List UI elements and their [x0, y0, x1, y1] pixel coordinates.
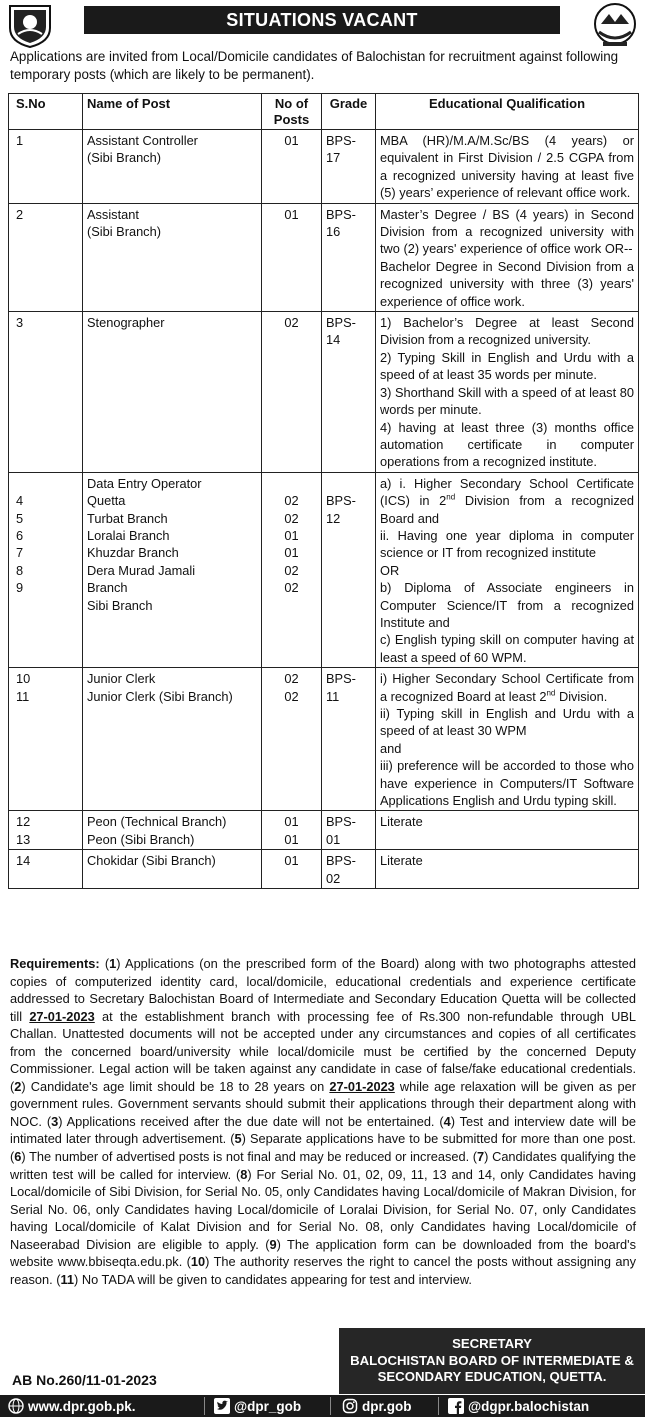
table-header-row: [9, 94, 639, 130]
qualification-cell-line: Master’s Degree / BS (4 years) in Second Division from a recognized university with two (2) years' experience of office work OR--: [380, 206, 638, 257]
sno-cell-line: 13: [16, 831, 31, 847]
no-of-posts-cell-line: 01: [284, 853, 299, 869]
table-row: [9, 811, 639, 850]
requirement-6: The number of advertised posts is not final and may be reduced or increased.: [29, 1149, 470, 1165]
grade-cell-line: BPS-: [326, 671, 356, 687]
qualification-cell-line: i) Higher Secondary School Certificate from a recognized Board at least 2nd Division.: [380, 671, 638, 704]
no-of-posts-cell: [262, 312, 322, 473]
post-name-cell-line: Chokidar (Sibi Branch): [87, 853, 216, 869]
column-header-no-of-posts: No of Posts: [262, 94, 322, 130]
sno-cell-line: 12: [16, 814, 31, 830]
grade-cell-line: 17: [326, 150, 341, 166]
grade-cell: [322, 130, 376, 204]
grade-cell: [322, 850, 376, 889]
board-name-line-1: BALOCHISTAN BOARD OF INTERMEDIATE &: [350, 1352, 634, 1368]
sno-cell-line: 7: [16, 545, 24, 561]
no-of-posts-cell-line: 02: [284, 688, 299, 704]
no-of-posts-cell: [262, 668, 322, 811]
sno-cell-line: 8: [16, 562, 24, 578]
no-of-posts-cell-line: 02: [284, 580, 299, 596]
posts-table: [8, 93, 639, 889]
post-name-cell-line: Loralai Branch: [87, 527, 170, 543]
no-of-posts-cell-line: [266, 475, 317, 492]
post-name-cell: [83, 472, 262, 667]
qualification-cell-line: and: [380, 740, 402, 756]
post-name-cell-line: Assistant Controller: [87, 133, 198, 148]
grade-cell-line: 01: [326, 831, 341, 847]
grade-cell-line: 02: [326, 870, 341, 886]
no-of-posts-cell-line: 01: [284, 133, 299, 148]
grade-cell-line: BPS-: [326, 133, 356, 148]
sno-cell-line: 3: [16, 315, 24, 331]
grade-cell-line: 16: [326, 224, 341, 240]
qualification-cell-line: ii. Having one year diploma in computer science or IT from recognized institute: [380, 527, 638, 561]
requirement-8: For Serial No. 01, 02, 09, 11, 13 and 14, only Candidates having Local/domicile of Sibi Division, for Serial No. 05, only Candidates having Local/domicile of Makran Division, for Serial No. 06, only Candidates having Local/domicile of Loralai Division, for Serial No. 07, only Candidates having Local/domicile of Kalat Division and for Serial No. 08, only Candidates having Local/domicile of Naseerabad Division are eligible to apply.: [10, 1166, 636, 1252]
grade-cell-line: 12: [326, 510, 341, 526]
no-of-posts-cell-line: 02: [284, 671, 299, 687]
qualification-cell: [376, 203, 639, 311]
page-title: SITUATIONS VACANT: [84, 6, 560, 34]
qualification-cell-line: ii) Typing skill in English and Urdu with a speed of at least 30 WPM: [380, 706, 638, 739]
qualification-cell-line: Bachelor Degree in Second Division from a recognized university with three (3) years' experience of office work.: [380, 258, 638, 309]
secretary-signature-block: [339, 1328, 645, 1394]
requirement-9: The application form can be downloaded from the board's website www.bbiseqta.edu.pk.: [10, 1236, 636, 1270]
grade-cell: [322, 668, 376, 811]
column-header-qualification: Educational Qualification: [376, 94, 639, 130]
sno-cell-line: 10: [16, 671, 31, 687]
post-name-cell-line: Assistant: [87, 206, 139, 222]
qualification-cell: [376, 850, 639, 889]
no-of-posts-cell: [262, 203, 322, 311]
secretary-title: SECRETARY: [452, 1336, 532, 1352]
column-header-sno: S.No: [9, 94, 83, 130]
grade-cell: [322, 203, 376, 311]
grade-cell: [322, 312, 376, 473]
no-of-posts-cell-line: 01: [284, 831, 299, 847]
qualification-cell-line: c) English typing skill on computer having at least a speed of 60 WPM.: [380, 632, 638, 665]
sno-cell-line: [16, 475, 78, 492]
post-name-cell: [83, 203, 262, 311]
sno-cell: [9, 850, 83, 889]
qualification-cell: [376, 312, 639, 473]
post-name-cell-line: Stenographer: [87, 315, 165, 331]
grade-cell-line: BPS-: [326, 493, 356, 509]
post-name-cell-line: Peon (Sibi Branch): [87, 831, 195, 847]
requirement-4: Test and interview date will be intimated later through advertisement.: [10, 1113, 636, 1147]
no-of-posts-cell-line: 01: [284, 527, 299, 543]
age-cutoff-date: 27-01-2023: [329, 1078, 395, 1094]
post-name-cell: [83, 811, 262, 850]
twitter-icon: [214, 1398, 230, 1414]
sno-cell-line: 5: [16, 510, 24, 526]
qualification-cell-line: 4) having at least three (3) months office automation certificate in computer operations from a recognized institute.: [380, 419, 638, 470]
no-of-posts-cell-line: 02: [284, 562, 299, 578]
post-name-cell: [83, 850, 262, 889]
post-name-cell-line: Sibi Branch: [87, 597, 153, 613]
advertisement-number: AB No.260/11-01-2023: [12, 1372, 157, 1388]
qualification-cell-line: OR: [380, 562, 400, 578]
sno-cell-line: 6: [16, 527, 24, 543]
footer-instagram[interactable]: [342, 1397, 412, 1415]
sno-cell-line: 11: [16, 688, 30, 704]
instagram-handle: dpr.gob: [362, 1398, 412, 1414]
grade-cell-line: 14: [326, 332, 341, 348]
sno-cell: [9, 668, 83, 811]
sno-cell: [9, 130, 83, 204]
post-name-cell-line: Branch: [87, 580, 128, 596]
deadline-date: 27-01-2023: [29, 1008, 95, 1024]
post-name-cell-line: Junior Clerk: [87, 671, 156, 687]
no-of-posts-cell-line: 01: [284, 206, 299, 222]
qualification-cell-line: Literate: [380, 853, 423, 869]
sno-cell-line: 1: [16, 133, 24, 148]
column-header-grade: Grade: [322, 94, 376, 130]
post-name-cell-line: Khuzdar Branch: [87, 545, 179, 561]
grade-cell-line: [326, 475, 371, 492]
posts-table-body: [9, 130, 639, 889]
sno-cell-line: 4: [16, 493, 24, 509]
qualification-cell-line: a) i. Higher Secondary School Certificate (ICS) in 2nd Division from a recognized Board and: [380, 475, 638, 526]
qualification-cell: [376, 472, 639, 667]
post-name-cell-line: Data Entry Operator: [87, 475, 202, 491]
footer-facebook[interactable]: [448, 1397, 589, 1415]
requirements-label: Requirements:: [10, 956, 100, 971]
sno-cell-line: 2: [16, 206, 24, 222]
requirement-2: Candidate's age limit should be 18 to 28 years on: [30, 1078, 325, 1094]
intro-paragraph: Applications are invited from Local/Domicile candidates of Balochistan for recruitment against following temporary posts (which are likely to be permanent).: [10, 49, 619, 82]
grade-cell: [322, 472, 376, 667]
post-name-cell-line: Turbat Branch: [87, 510, 168, 526]
requirement-5: Separate applications have to be submitted for more than one post.: [249, 1131, 636, 1147]
sno-cell: [9, 203, 83, 311]
grade-cell-line: BPS-: [326, 315, 356, 331]
sno-cell: [9, 472, 83, 667]
globe-icon: [8, 1398, 24, 1414]
grade-cell-line: BPS-: [326, 206, 356, 222]
qualification-cell: [376, 668, 639, 811]
no-of-posts-cell-line: 02: [284, 315, 299, 331]
requirement-2-cont: while age relaxation will be given as per government rules. Government servants should submit their applications through their department along with NOC.: [10, 1078, 636, 1129]
post-name-cell: [83, 312, 262, 473]
qualification-cell-line: b) Diploma of Associate engineers in Computer Science/IT from a recognized Institute and: [380, 580, 638, 630]
column-header-post-name: Name of Post: [83, 94, 262, 130]
qualification-cell-line: 1) Bachelor’s Degree at least Second Division from a recognized university.: [380, 315, 638, 348]
sno-cell: [9, 312, 83, 473]
qualification-cell: [376, 811, 639, 850]
post-name-cell-line: Dera Murad Jamali: [87, 562, 196, 578]
grade-cell-line: BPS-: [326, 814, 356, 830]
requirement-10: The authority reserves the right to cancel the posts without assigning any reason.: [10, 1254, 636, 1287]
government-emblem-icon: [589, 2, 641, 48]
sno-cell: [9, 811, 83, 850]
qualification-cell: [376, 130, 639, 204]
qualification-cell-line: MBA (HR)/M.A/M.Sc/BS (4 years) or equivalent in First Division / 2.5 CGPA from a recognized university having at least five (5) years’ experience of relevant office work.: [380, 133, 638, 201]
facebook-icon: [448, 1398, 464, 1414]
grade-cell: [322, 811, 376, 850]
table-row: [9, 130, 639, 204]
post-name-cell: [83, 130, 262, 204]
requirement-3: Applications received after the due date will not be entertained.: [66, 1113, 435, 1129]
requirement-1: Applications (on the prescribed form of the Board) along with two photographs attested copies of computerized identity card, local/domicile, educational credentials and experience certificate addressed to Secretary Balochistan Board of Intermediate and Secondary Education Quetta will be collected till: [10, 956, 636, 1024]
qualification-cell-line: iii) preference will be accorded to those who have experience in Computers/IT Software Applications English and Urdu typing skill.: [380, 758, 638, 809]
no-of-posts-cell: [262, 850, 322, 889]
post-name-cell-line: Quetta: [87, 493, 126, 509]
qualification-cell-line: Literate: [380, 814, 423, 830]
table-row: [9, 203, 639, 311]
post-name-cell: [83, 668, 262, 811]
table-row: [9, 472, 639, 667]
no-of-posts-cell-line: 02: [284, 510, 299, 526]
grade-cell-line: BPS-: [326, 853, 356, 869]
no-of-posts-cell: [262, 130, 322, 204]
no-of-posts-cell: [262, 472, 322, 667]
requirement-7: Candidates qualifying the written test will be called for interview.: [10, 1149, 636, 1182]
no-of-posts-cell-line: 01: [284, 814, 299, 830]
footer-bar: [0, 1395, 645, 1417]
no-of-posts-cell-line: 01: [284, 545, 299, 561]
sno-cell-line: 9: [16, 580, 24, 596]
instagram-icon: [342, 1398, 358, 1414]
requirements-section: Requirements: (1) Applications (on the prescribed form of the Board) along with two photographs attested copies of computerized identity card, local/domicile, educational credentials and experience certificate addressed to Secretary Balochistan Board of Intermediate and Secondary Education Quetta will be collected till 27-01-2023 at the establishment branch with processing fee of Rs.300 non-refundable through UBL Challan. Unattested documents will not be accepted under any circumstances and copies of all certificates from the concerned board/university while local/domicile must be certified by the concerned Deputy Commissioner. Legal action will be taken against any candidate in case of false/fake educational credentials. (2) Candidate's age limit should be 18 to 28 years on 27-01-2023 while age relaxation will be given as per government rules. Government servants should submit their applications through their department along with NOC. (3) Applications received after the due date will not be entertained. (4) Test and interview date will be intimated later through advertisement. (5) Separate applications have to be submitted for more than one post. (6) The number of advertised posts is not final and may be reduced or increased. (7) Candidates qualifying the written test will be called for interview. (8) For Serial No. 01, 02, 09, 11, 13 and 14, only Candidates having Local/domicile of Sibi Division, for Serial No. 05, only Candidates having Local/domicile of Makran Division, for Serial No. 06, only Candidates having Local/domicile of Loralai Division, for Serial No. 07, only Candidates having Local/domicile of Kalat Division and for Serial No. 08, only Candidates having Local/domicile of Naseerabad Division are eligible to apply. (9) The application form can be downloaded from the board's website www.bbiseqta.edu.pk. (10) The authority reserves the right to cancel the posts without assigning any reason. (11) No TADA will be given to candidates appearing for test and interview.: [10, 956, 636, 1287]
no-of-posts-cell-line: 02: [284, 493, 299, 509]
post-name-cell-line: (Sibi Branch): [87, 224, 161, 240]
post-name-cell-line: Junior Clerk (Sibi Branch): [87, 688, 233, 704]
grade-cell-line: 11: [326, 688, 340, 704]
sno-cell-line: 14: [16, 853, 31, 869]
qualification-cell-line: 2) Typing Skill in English and Urdu with a speed of at least 35 words per minute.: [380, 349, 638, 383]
qualification-cell-line: 3) Shorthand Skill with a speed of at least 80 words per minute.: [380, 384, 638, 418]
table-row: [9, 312, 639, 473]
website-text: www.dpr.gob.pk.: [28, 1398, 136, 1414]
table-row: [9, 850, 639, 889]
requirement-1-cont: at the establishment branch with processing fee of Rs.300 non-refundable through UBL Challan. Unattested documents will not be accepted under any circumstances and copies of all certificates from the concerned board/university while local/domicile must be certified by the concerned Deputy Commissioner. Legal action will be taken against any candidate in case of false/fake educational credentials.: [10, 1008, 636, 1077]
table-row: [9, 668, 639, 811]
post-name-cell-line: (Sibi Branch): [87, 150, 161, 166]
board-logo-icon: [4, 2, 56, 48]
post-name-cell-line: Peon (Technical Branch): [87, 814, 227, 830]
requirement-11: No TADA will be given to candidates appearing for test and interview.: [81, 1271, 472, 1287]
footer-twitter[interactable]: [214, 1397, 301, 1415]
twitter-handle: @dpr_gob: [234, 1398, 302, 1414]
no-of-posts-cell: [262, 811, 322, 850]
board-name-line-2: SECONDARY EDUCATION, QUETTA.: [377, 1369, 607, 1385]
footer-website[interactable]: [8, 1397, 136, 1415]
facebook-handle: @dgpr.balochistan: [468, 1398, 590, 1414]
